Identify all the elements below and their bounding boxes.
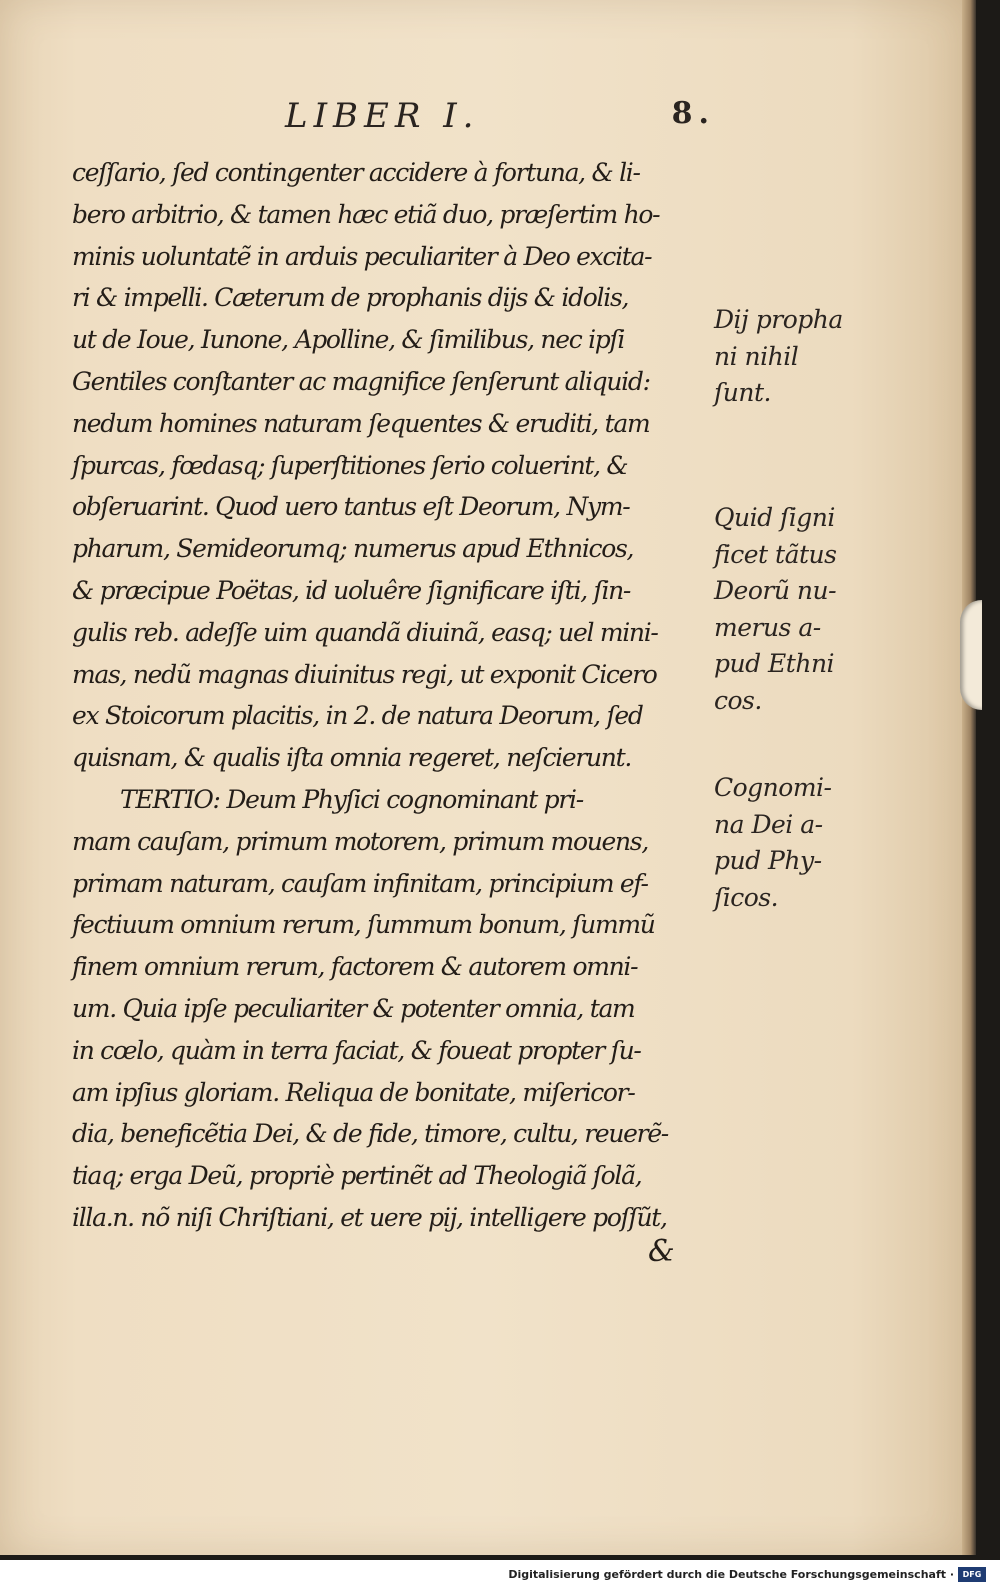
text-line: fectiuum omnium rerum, ſummum bonum, ſummũ	[72, 910, 655, 940]
margin-note-line: Cognomi-	[714, 773, 832, 802]
running-title: LIBER I.	[285, 96, 480, 136]
margin-note-line: merus a-	[714, 612, 821, 642]
margin-note-line: Quid ſigni	[714, 503, 835, 532]
funding-credit: Digitalisierung gefördert durch die Deutsche Forschungsgemeinschaft ·	[508, 1568, 954, 1581]
text-line: nedum homines naturam ſequentes & eruditi, tam	[72, 408, 650, 438]
margin-note-line: ficet tãtus	[714, 539, 837, 569]
text-line: ex Stoicorum placitis, in 2. de natura Deorum, ſed	[72, 701, 643, 731]
text-line: Gentiles conſtanter ac magnifice ſenſerunt aliquid:	[72, 366, 650, 396]
text-line: TERTIO: Deum Phyſici cognominant pri-	[120, 784, 583, 814]
text-line: obſeruarint. Quod uero tantus eſt Deorum, Nym-	[72, 492, 630, 522]
text-line: tiaq; erga Deũ, propriè pertinẽt ad Theologiã ſolã,	[72, 1161, 642, 1191]
text-line: in cœlo, quàm in terra faciat, & foueat propter ſu-	[72, 1035, 641, 1065]
text-line: ſpurcas, fœdasq; ſuperſtitiones ſerio coluerint, &	[72, 450, 628, 480]
margin-note-line: Dij propha	[714, 305, 843, 334]
text-line: & præcipue Poëtas, id uoluêre ſignificare iſti, ſin-	[72, 575, 631, 605]
text-line: bero arbitrio, & tamen hæc etiã duo, præſertim ho-	[72, 199, 660, 229]
margin-note-line: pud Ethni	[714, 649, 835, 678]
text-line: illa.n. nõ niſi Chriſtiani, et uere pij, intelligere poſſũt,	[72, 1202, 667, 1232]
text-line: am ipſius gloriam. Reliqua de bonitate, miſericor-	[72, 1077, 635, 1107]
main-text-block	[72, 152, 712, 1239]
text-line: quisnam, & qualis iſta omnia regeret, neſcierunt.	[72, 743, 631, 773]
text-line: dia, beneficẽtia Dei, & de fide, timore, cultu, reuerẽ-	[72, 1119, 668, 1149]
text-line: um. Quia ipſe peculiariter & potenter omnia, tam	[72, 993, 635, 1023]
page-header	[285, 96, 715, 142]
margin-note-line: pud Phy-	[714, 846, 822, 875]
text-line: mam cauſam, primum motorem, primum mouens,	[72, 826, 648, 856]
thumb-tab-notch	[960, 600, 982, 710]
margin-note-line: ni nihil	[714, 341, 799, 371]
text-line: minis uoluntatẽ in arduis peculiariter à Deo excita-	[72, 241, 652, 271]
margin-note-prophane-gods	[714, 302, 874, 412]
text-line: primam naturam, cauſam infinitam, principium ef-	[72, 868, 648, 898]
margin-note-line: cos.	[714, 685, 762, 715]
margin-note-number-of-gods	[714, 500, 874, 719]
margin-note-line: Deorũ nu-	[714, 576, 837, 605]
text-line: gulis reb. adeſſe uim quandã diuinã, easq; uel mini-	[72, 617, 658, 647]
catchword: &	[648, 1234, 675, 1269]
text-line: ut de Ioue, Iunone, Apolline, & ſimilibus, nec ipſi	[72, 325, 625, 355]
page-edge	[962, 0, 976, 1555]
text-line: finem omnium rerum, factorem & autorem omni-	[72, 952, 638, 982]
margin-note-line: ſunt.	[714, 378, 771, 407]
footer-bar	[0, 1560, 1000, 1592]
page-number: 8.	[671, 96, 715, 131]
text-line: ri & impelli. Cæterum de prophanis dijs & idolis,	[72, 283, 629, 313]
margin-note-line: na Dei a-	[714, 809, 823, 839]
text-line: pharum, Semideorumq; numerus apud Ethnicos,	[72, 534, 634, 564]
margin-note-names-of-god	[714, 770, 874, 916]
text-line: ceſſario, ſed contingenter accidere à fortuna, & li-	[72, 158, 640, 187]
dfg-logo: DFG	[958, 1567, 986, 1582]
text-line: mas, nedũ magnas diuinitus regi, ut exponit Cicero	[72, 659, 657, 689]
margin-note-line: ſicos.	[714, 882, 779, 912]
